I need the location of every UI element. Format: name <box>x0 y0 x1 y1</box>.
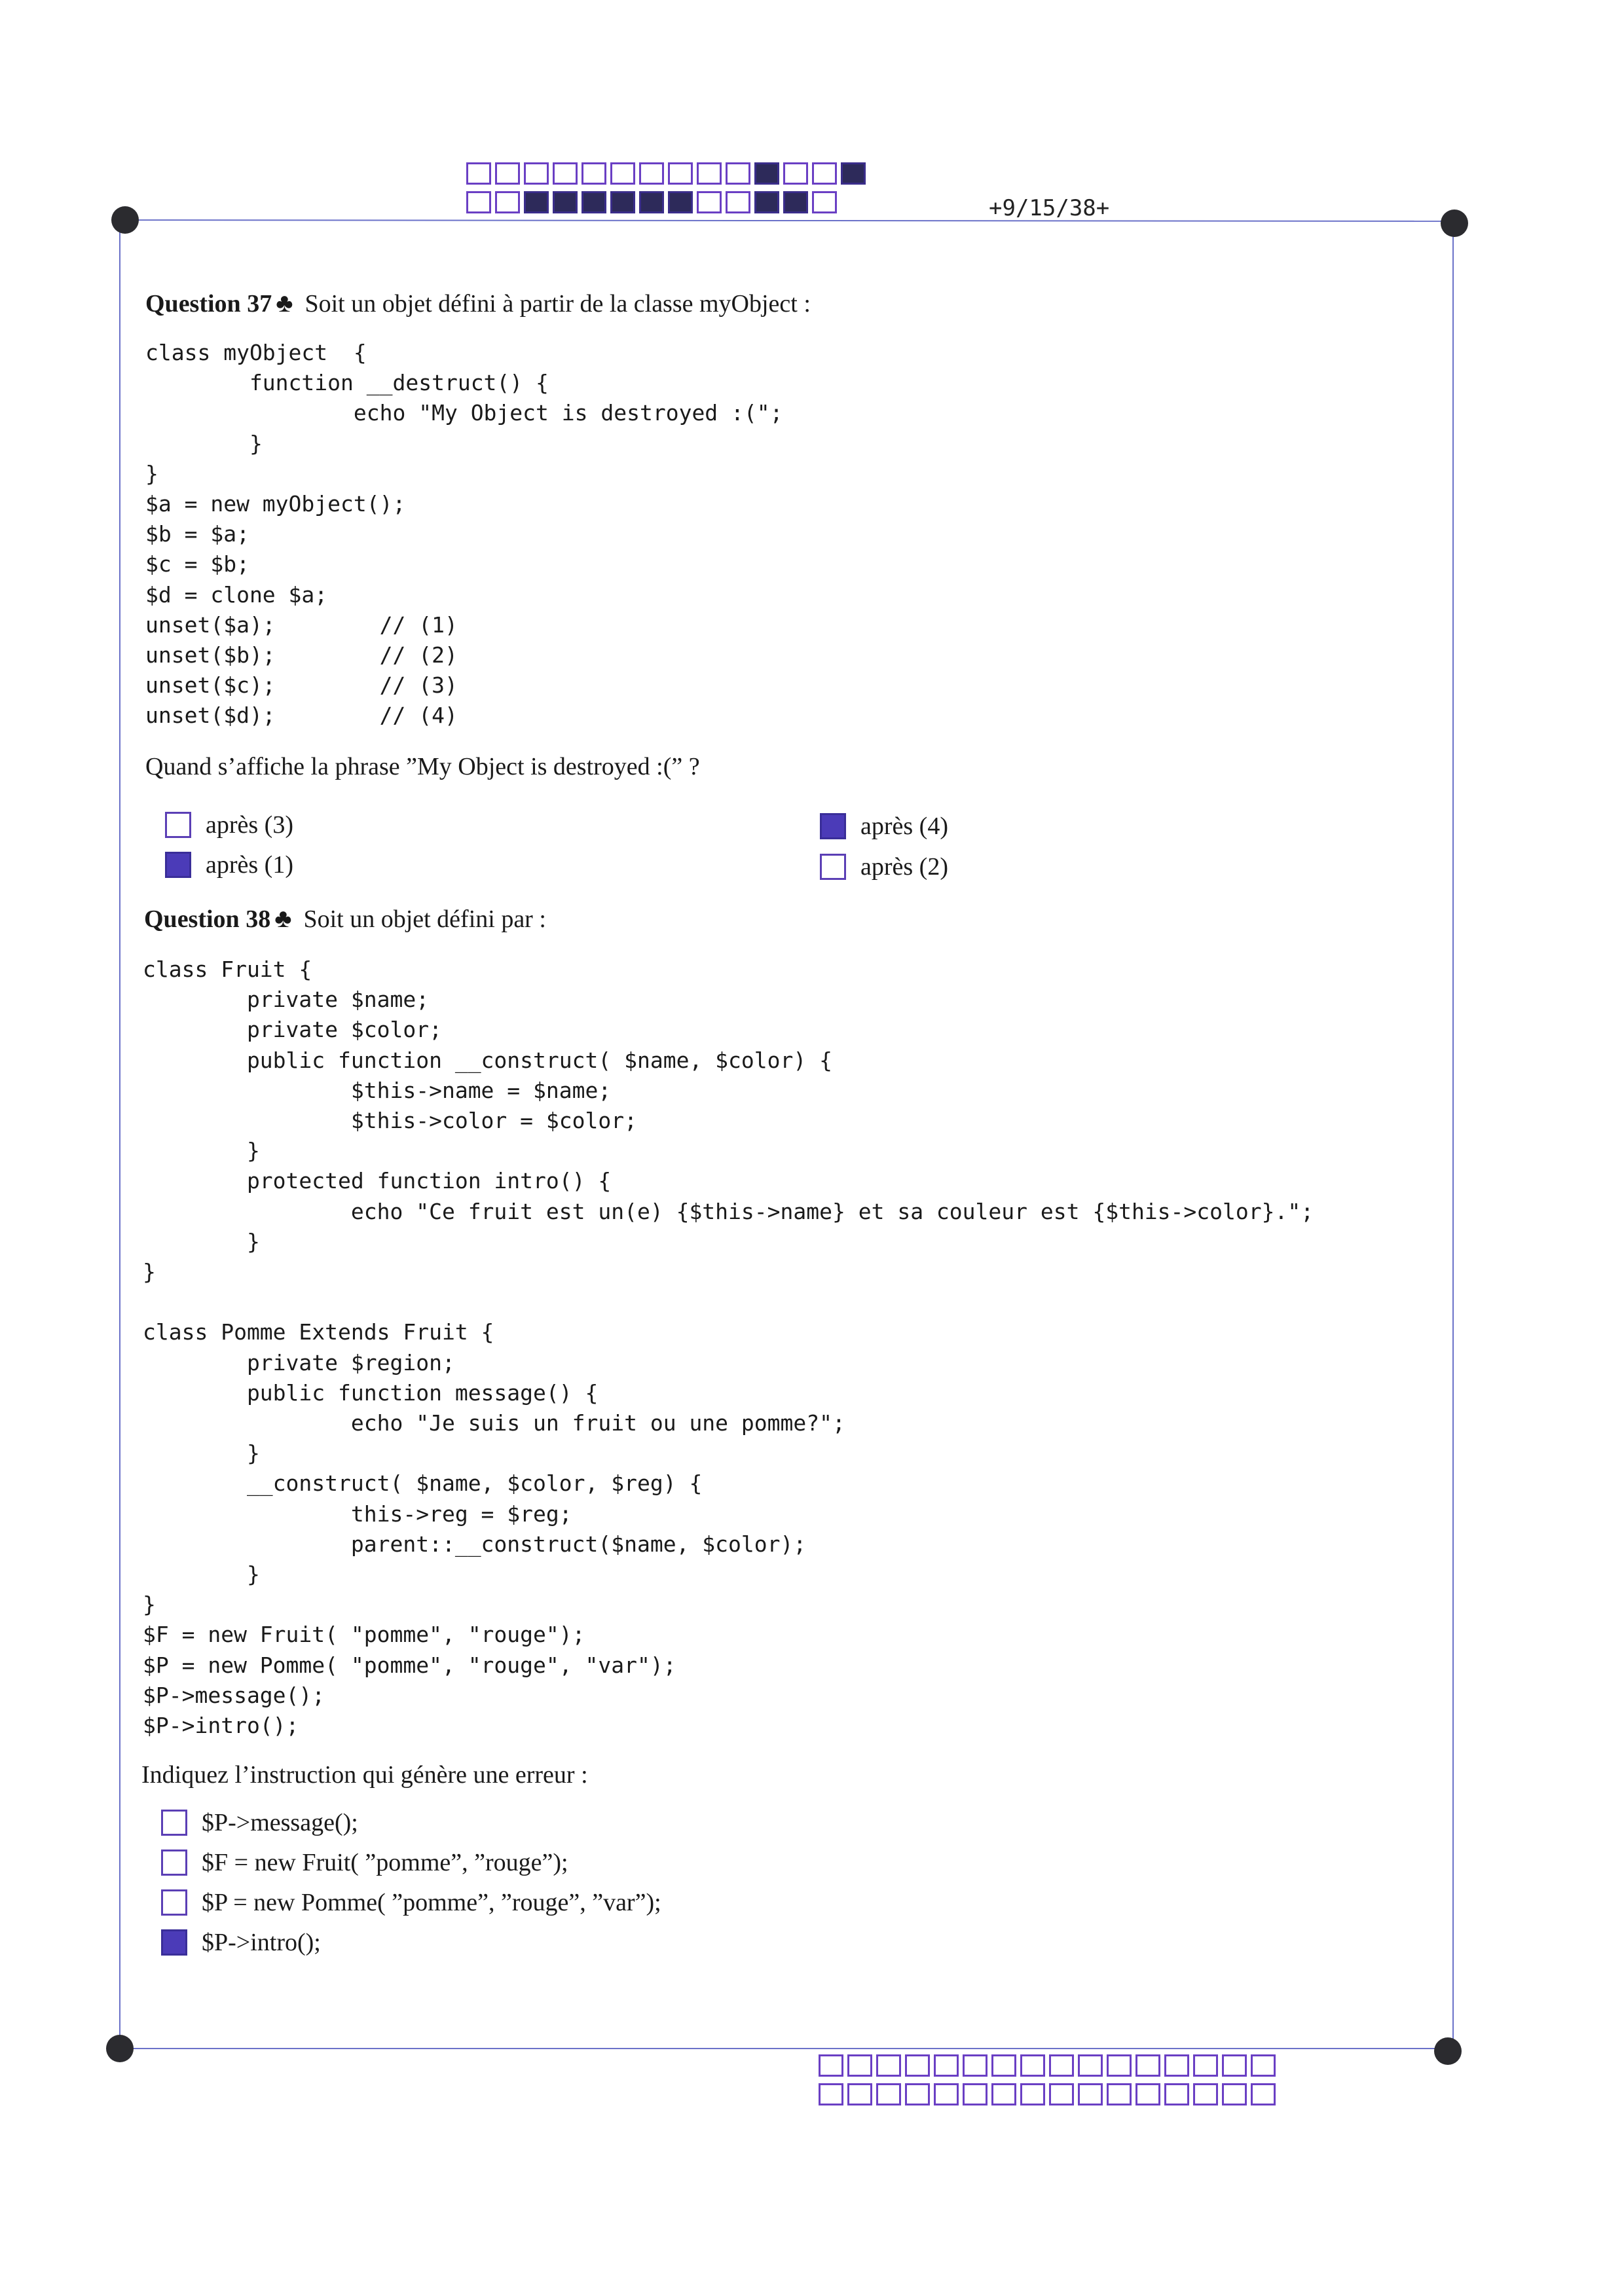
id-box <box>754 191 779 213</box>
id-box <box>553 191 578 213</box>
id-box <box>466 191 491 213</box>
id-box <box>847 2054 872 2077</box>
q38-answer-label-1: $P->message(); <box>202 1809 358 1836</box>
id-box <box>812 162 837 185</box>
id-box <box>581 162 606 185</box>
q38-checkbox-1[interactable] <box>161 1810 187 1836</box>
id-box <box>1193 2083 1218 2105</box>
id-box <box>1222 2083 1247 2105</box>
id-box <box>1193 2054 1218 2077</box>
id-box <box>905 2083 930 2105</box>
q38-checkbox-2[interactable] <box>161 1850 187 1876</box>
frame-right-line <box>1452 221 1454 2049</box>
q37-checkbox-2[interactable] <box>165 852 191 878</box>
q37-answer-1[interactable] <box>165 811 293 839</box>
id-box <box>697 191 722 213</box>
question-38-header <box>144 903 546 934</box>
id-box <box>934 2083 959 2105</box>
club-icon: ♣ <box>274 903 292 933</box>
id-box <box>726 162 750 185</box>
frame-bottom-line <box>119 2048 1449 2049</box>
corner-marker-top-right <box>1441 210 1468 237</box>
id-boxes-top-row-2 <box>466 191 841 213</box>
id-box <box>639 191 664 213</box>
question-37-prompt: Soit un objet défini à partir de la classe myObject : <box>304 290 811 318</box>
id-box <box>783 191 808 213</box>
q38-answer-1[interactable] <box>161 1808 358 1837</box>
id-box <box>841 162 866 185</box>
id-box <box>812 191 837 213</box>
id-box <box>524 191 549 213</box>
id-box <box>783 162 808 185</box>
id-box <box>963 2054 987 2077</box>
question-38-code: class Fruit { private $name; private $color; public function __construct( $name, $color) { $this->name = $name; $this->color = $color; } protected function intro() { echo "Ce fruit est un(e) {$this->name} et sa couleur est {$this->color}."; } } class Pomme Extends Fruit { private $region; public function message() { echo "Je suis un fruit ou une pomme?"; } __construct( $name, $color, $reg) { this->reg = $reg; parent::__construct($name, $color); } } $F = new Fruit( "pomme", "rouge"); $P = new Pomme( "pomme", "rouge", "var"); $P->message(); $P->intro(); <box>143 957 1314 1739</box>
id-box <box>847 2083 872 2105</box>
q38-checkbox-3[interactable] <box>161 1889 187 1916</box>
id-box <box>495 191 520 213</box>
id-boxes-top-row-1 <box>466 162 870 185</box>
id-box <box>697 162 722 185</box>
page-number: +9/15/38+ <box>989 195 1110 221</box>
question-37-question: Quand s’affiche la phrase ”My Object is destroyed :(” ? <box>145 753 700 780</box>
id-box <box>610 191 635 213</box>
id-box <box>1078 2083 1103 2105</box>
q37-answer-4[interactable] <box>820 852 948 881</box>
question-38-label: Question 38 <box>144 905 271 933</box>
id-box <box>495 162 520 185</box>
q37-checkbox-3[interactable] <box>820 813 846 839</box>
id-box <box>1020 2054 1045 2077</box>
corner-marker-top-left <box>111 206 139 234</box>
question-37-code: class myObject { function __destruct() { echo "My Object is destroyed :("; } } $a = new myObject(); $b = $a; $c = $b; $d = clone $a; unset($a); // (1) unset($b); // (2) unset($c); // (3) unset($d); // (4) <box>145 340 783 729</box>
id-box <box>1251 2054 1276 2077</box>
id-box <box>1049 2083 1074 2105</box>
id-box <box>726 191 750 213</box>
question-37-label: Question 37 <box>145 290 272 318</box>
q38-answer-3[interactable] <box>161 1888 661 1917</box>
q38-answer-2[interactable] <box>161 1848 568 1877</box>
id-box <box>1107 2054 1132 2077</box>
id-box <box>1049 2054 1074 2077</box>
q37-answer-label-4: après (2) <box>860 853 948 881</box>
q37-checkbox-4[interactable] <box>820 854 846 880</box>
id-box <box>1135 2083 1160 2105</box>
id-box <box>639 162 664 185</box>
corner-marker-bottom-right <box>1434 2037 1462 2065</box>
frame-left-line <box>119 221 120 2048</box>
id-box <box>553 162 578 185</box>
id-box <box>1020 2083 1045 2105</box>
id-box <box>934 2054 959 2077</box>
q37-answer-2[interactable] <box>165 850 293 879</box>
id-box <box>876 2083 901 2105</box>
id-box <box>1222 2054 1247 2077</box>
id-box <box>905 2054 930 2077</box>
id-box <box>1251 2083 1276 2105</box>
id-box <box>1078 2054 1103 2077</box>
id-box <box>1164 2083 1189 2105</box>
q38-answer-label-3: $P = new Pomme( ”pomme”, ”rouge”, ”var”); <box>202 1889 661 1916</box>
id-box <box>819 2083 843 2105</box>
id-box <box>610 162 635 185</box>
id-box <box>1135 2054 1160 2077</box>
q37-answer-label-3: après (4) <box>860 812 948 840</box>
id-box <box>876 2054 901 2077</box>
question-38-question: Indiquez l’instruction qui génère une erreur : <box>141 1761 588 1789</box>
q38-answer-4[interactable] <box>161 1928 321 1957</box>
id-box <box>581 191 606 213</box>
id-box <box>668 162 693 185</box>
question-37-header <box>145 288 811 319</box>
id-box <box>963 2083 987 2105</box>
id-box <box>1164 2054 1189 2077</box>
q37-answer-label-2: après (1) <box>206 851 293 879</box>
q38-answer-label-4: $P->intro(); <box>202 1929 321 1956</box>
q37-answer-label-1: après (3) <box>206 811 293 839</box>
id-box <box>524 162 549 185</box>
corner-marker-bottom-left <box>106 2035 134 2062</box>
id-box <box>754 162 779 185</box>
id-boxes-bottom-row-2 <box>819 2083 1280 2105</box>
question-38-prompt: Soit un objet défini par : <box>303 905 546 933</box>
id-box <box>991 2054 1016 2077</box>
q37-answer-3[interactable] <box>820 812 948 841</box>
id-box <box>668 191 693 213</box>
q38-answer-label-2: $F = new Fruit( ”pomme”, ”rouge”); <box>202 1849 568 1876</box>
id-box <box>819 2054 843 2077</box>
id-box <box>991 2083 1016 2105</box>
q38-checkbox-4[interactable] <box>161 1929 187 1956</box>
id-boxes-bottom-row-1 <box>819 2054 1280 2077</box>
id-box <box>466 162 491 185</box>
frame-top-line <box>124 219 1454 222</box>
q37-checkbox-1[interactable] <box>165 812 191 838</box>
club-icon: ♣ <box>276 288 293 318</box>
id-box <box>1107 2083 1132 2105</box>
